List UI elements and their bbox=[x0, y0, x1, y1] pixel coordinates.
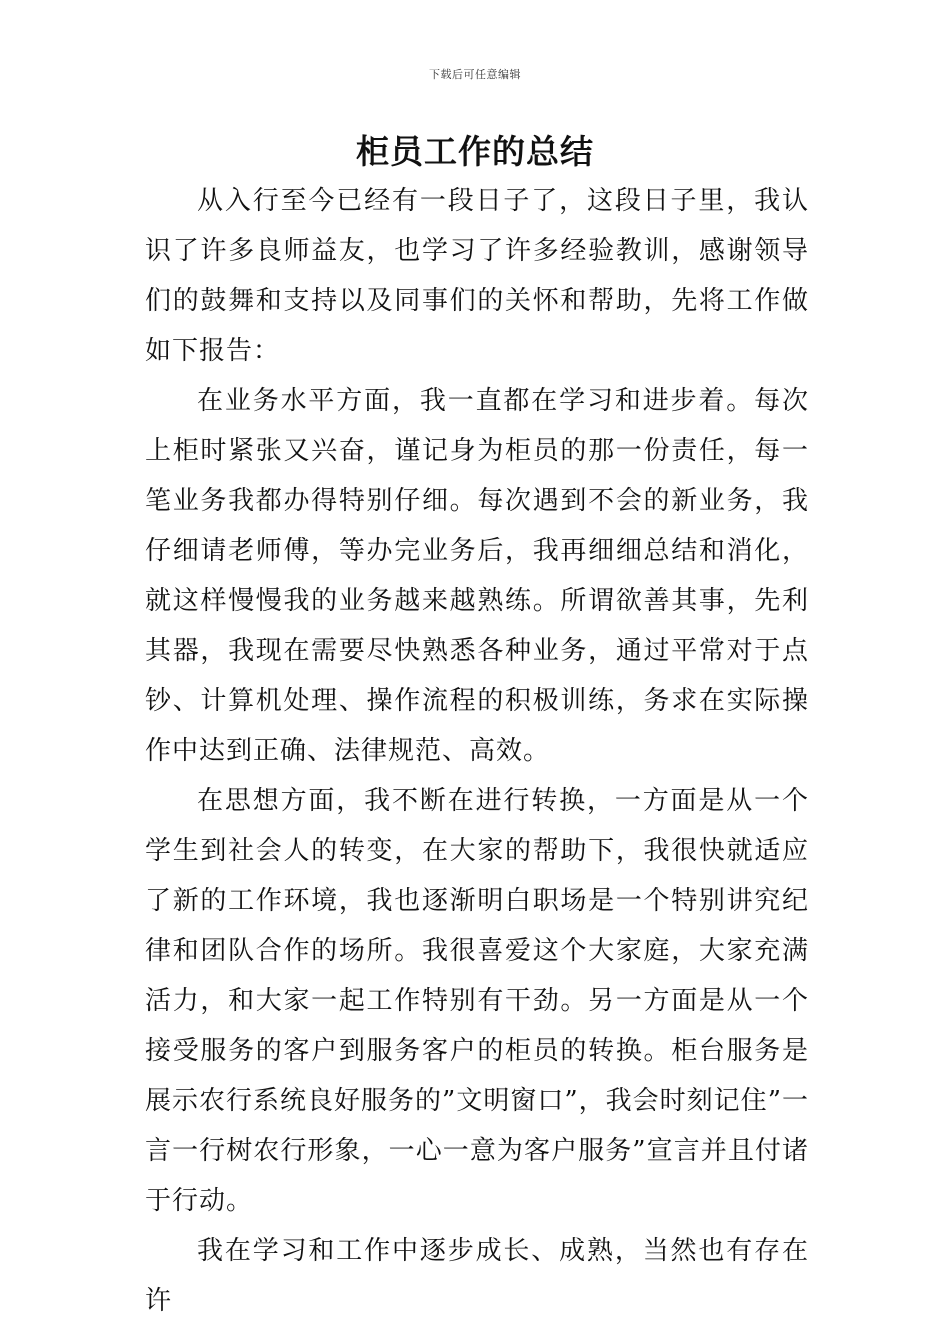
paragraph-3: 在思想方面，我不断在进行转换，一方面是从一个学生到社会人的转变，在大家的帮助下，我很快就适应了新的工作环境，我也逐渐明白职场是一个特别讲究纪律和团队合作的场所。我很喜爱这个大家庭，大家充满活力，和大家一起工作特别有干劲。另一方面是从一个接受服务的客户到服务客户的柜员的转换。柜台服务是展示农行系统良好服务的”文明窗口”，我会时刻记住”一言一行树农行形象，一心一意为客户服务”宣言并且付诸于行动。 bbox=[145, 786, 809, 1216]
paragraph-1: 从入行至今已经有一段日子了，这段日子里，我认识了许多良师益友，也学习了许多经验教训，感谢领导们的鼓舞和支持以及同事们的关怀和帮助，先将工作做如下报告： bbox=[145, 186, 809, 366]
paragraph-2: 在业务水平方面，我一直都在学习和进步着。每次上柜时紧张又兴奋，谨记身为柜员的那一份责任，每一笔业务我都办得特别仔细。每次遇到不会的新业务，我仔细请老师傅，等办完业务后，我再细细总结和消化，就这样慢慢我的业务越来越熟练。所谓欲善其事，先利其器，我现在需要尽快熟悉各种业务，通过平常对于点钞、计算机处理、操作流程的积极训练，务求在实际操作中达到正确、法律规范、高效。 bbox=[145, 386, 809, 766]
document-body bbox=[145, 176, 809, 1326]
header-note: 下载后可任意编辑 bbox=[429, 68, 521, 81]
page-title: 柜员工作的总结 bbox=[356, 132, 594, 171]
paragraph-4: 我在学习和工作中逐步成长、成熟，当然也有存在许 bbox=[145, 1236, 809, 1316]
